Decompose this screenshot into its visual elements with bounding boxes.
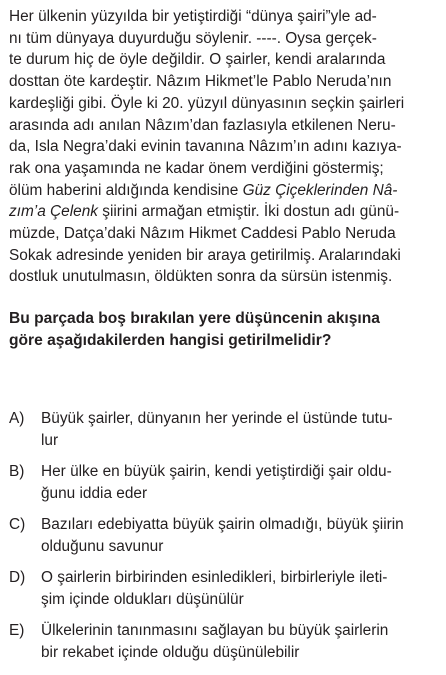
option-text — [41, 408, 439, 451]
option-line: lur — [41, 431, 59, 449]
option-line: ğunu iddia eder — [41, 484, 148, 502]
option-line: şim içinde oldukları düşünülür — [41, 590, 244, 608]
passage-line — [9, 180, 439, 202]
passage-line: müzde, Datça’daki Nâzım Hikmet Caddesi Pablo Neruda — [9, 225, 396, 243]
passage-text: ölüm haberini aldığında kendisine — [9, 181, 243, 199]
passage-line: Her ülkenin yüzyılda bir yetiştirdiği “dünya şairi”yle ad- — [9, 8, 377, 25]
question-stem — [9, 308, 439, 352]
passage-line — [9, 201, 439, 223]
option-text — [41, 461, 439, 504]
passage-line: dosttan öte kardeştir. Nâzım Hikmet’le Pablo Neruda’nın — [9, 73, 392, 91]
option-line: Büyük şairler, dünyanın her yerinde el üstünde tutu- — [41, 410, 393, 427]
option-line: Bazıları edebiyatta büyük şairin olmadığı, büyük şiirin — [41, 516, 404, 533]
option-line: Her ülke en büyük şairin, kendi yetiştirdiği şair oldu- — [41, 463, 392, 480]
option-letter: C) — [9, 516, 26, 533]
option-line: bir rekabet içinde olduğu düşünülebilir — [41, 643, 300, 661]
option-line: olduğunu savunur — [41, 537, 164, 555]
poem-title: Güz Çiçeklerinden Nâ- — [242, 181, 398, 199]
passage-line: nı tüm dünyaya duyurduğu söylenir. ----. Oysa gerçek- — [9, 29, 377, 47]
option-text — [41, 620, 439, 663]
option-text — [41, 567, 439, 610]
passage-line: kardeşliği gibi. Öyle ki 20. yüzyıl dünyasının seçkin şairleri — [9, 94, 405, 112]
option-letter: D) — [9, 569, 26, 586]
option-text — [41, 514, 439, 557]
reading-passage — [9, 6, 439, 288]
option-letter: E) — [9, 622, 25, 639]
option-line: Ülkelerinin tanınmasını sağlayan bu büyük şairlerin — [41, 622, 389, 639]
passage-line: te durum hiç de öyle değildir. O şairler, kendi aralarında — [9, 51, 386, 69]
poem-title: zım’a Çelenk — [9, 203, 98, 221]
passage-line: arasında adı anılan Nâzım’dan fazlasıyla etkilenen Neru- — [9, 116, 396, 134]
passage-line: da, Isla Negra’daki evinin tavanına Nâzım’ın adını kazıya- — [9, 138, 402, 156]
option-line: O şairlerin birbirinden esinledikleri, birbirleriyle ileti- — [41, 569, 388, 586]
question-line: Bu parçada boş bırakılan yere düşüncenin akışına — [9, 310, 380, 327]
option-letter: A) — [9, 410, 25, 427]
passage-text: şiirini armağan etmiştir. İki dostun adı günü- — [97, 203, 400, 221]
passage-line: rak ona yaşamında ne kadar önem verdiğini göstermiş; — [9, 159, 384, 177]
passage-line: Sokak adresinde yeniden bir araya getirilmiş. Aralarındaki — [9, 246, 401, 264]
option-letter: B) — [9, 463, 25, 480]
question-line: göre aşağıdakilerden hangisi getirilmelidir? — [9, 332, 332, 349]
passage-line: dostluk unutulmasın, öldükten sonra da sürsün istenmiş. — [9, 268, 393, 286]
